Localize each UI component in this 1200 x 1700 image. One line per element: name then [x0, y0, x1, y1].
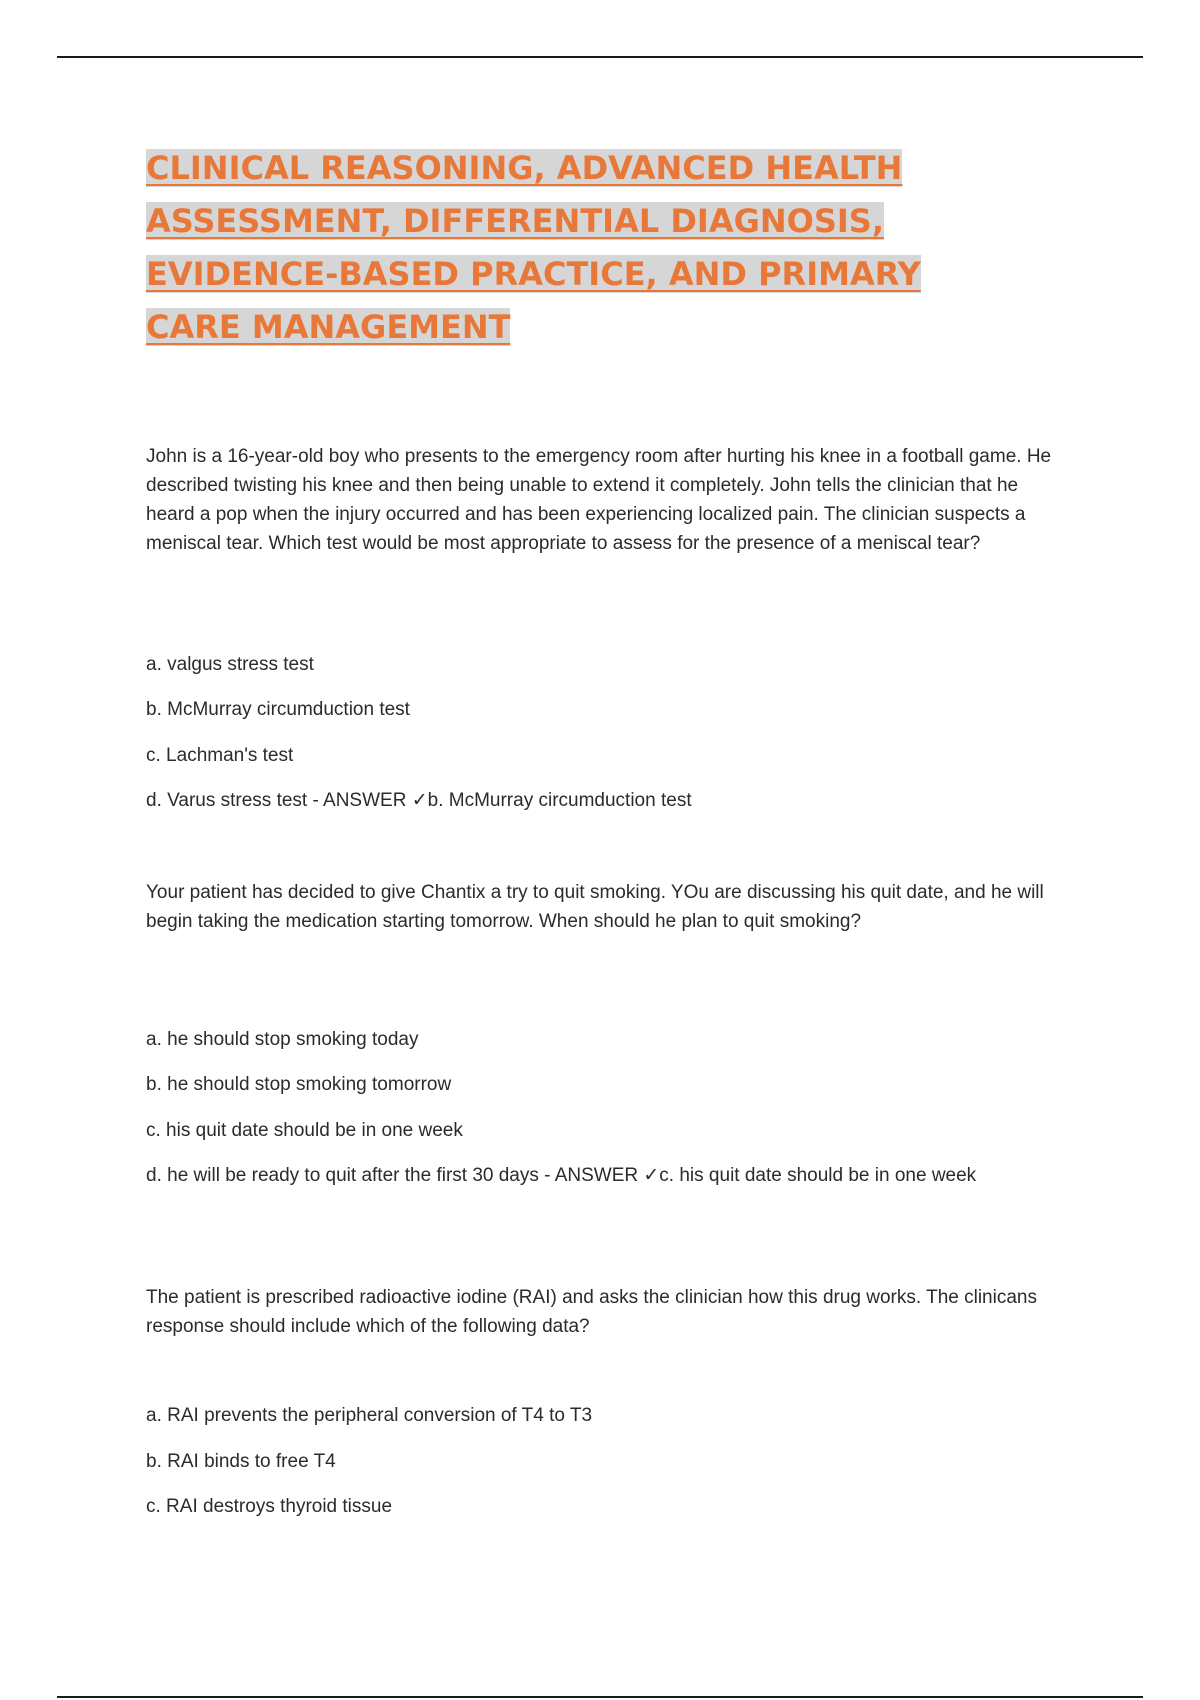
question-1-stem: John is a 16-year-old boy who presents to the emergency room after hurting his knee in a football game. He described twisting his knee and then being unable to extend it completely. John tells the clinician that he heard a pop when the injury occurred and has been experiencing localized pain. The clinician suspects a meniscal tear. Which test would be most appropriate to assess for the presence of a meniscal tear? [146, 446, 1052, 554]
question-2-option-c: c. his quit date should be in one week [146, 1120, 463, 1141]
question-2-option-a: a. he should stop smoking today [146, 1029, 419, 1050]
question-3-option-a: a. RAI prevents the peripheral conversion of T4 to T3 [146, 1405, 593, 1426]
question-2-option-d: d. he will be ready to quit after the first 30 days - ANSWER ✓c. his quit date should be in one week [146, 1165, 977, 1186]
question-2-stem: Your patient has decided to give Chantix a try to quit smoking. YOu are discussing his quit date, and he will begin taking the medication starting tomorrow. When should he plan to quit smoking? [146, 882, 1044, 932]
question-1-option-d: d. Varus stress test - ANSWER ✓b. McMurray circumduction test [146, 790, 692, 811]
top-divider [57, 56, 1143, 58]
question-3-stem: The patient is prescribed radioactive iodine (RAI) and asks the clinician how this drug works. The clinicans response should include which of the following data? [146, 1287, 1037, 1337]
question-3-option-b: b. RAI binds to free T4 [146, 1451, 336, 1472]
document-title [146, 142, 986, 354]
question-3-option-c: c. RAI destroys thyroid tissue [146, 1496, 393, 1517]
question-1-option-a: a. valgus stress test [146, 654, 314, 675]
question-1-option-b: b. McMurray circumduction test [146, 699, 410, 720]
question-1-option-c: c. Lachman's test [146, 745, 294, 766]
bottom-divider [57, 1696, 1143, 1698]
document-title-text: CLINICAL REASONING, ADVANCED HEALTH ASSESSMENT, DIFFERENTIAL DIAGNOSIS, EVIDENCE-BASED PRACTICE, AND PRIMARY CARE MANAGEMENT [146, 149, 921, 346]
question-2-option-b: b. he should stop smoking tomorrow [146, 1074, 452, 1095]
